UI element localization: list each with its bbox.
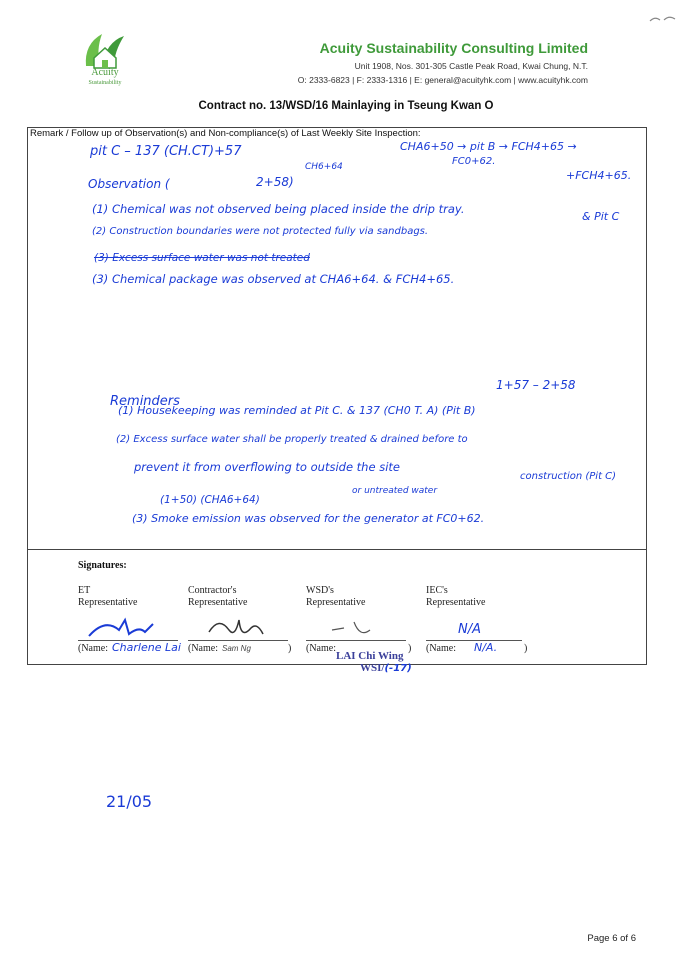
wsd-close-paren: ) (408, 643, 412, 654)
hw-rem2b: prevent it from overflowing to outside the site (134, 460, 400, 474)
company-contact: O: 2333-6823 | F: 2333-1316 | E: general@acuityhk.com | www.acuityhk.com (297, 75, 588, 85)
contractor-signature-icon (205, 610, 275, 642)
logo-wordmark (72, 68, 138, 88)
hw-obs1b: & Pit C (582, 210, 620, 223)
company-name: Acuity Sustainability Consulting Limited (319, 40, 588, 56)
corner-scribble (648, 14, 678, 24)
sig-et-role1: ET (78, 585, 91, 596)
sig-contractor-label (188, 585, 247, 609)
hw-line1a: pit C – 137 (CH.CT)+57 (90, 144, 242, 159)
hw-line1e: +FCH4+65. (566, 169, 632, 182)
et-name-value: Charlene Lai (112, 641, 181, 654)
remark-heading: Remark / Follow up of Observation(s) and Non-compliance(s) of Last Weekly Site Inspection: (30, 128, 421, 139)
wsd-stamp (336, 650, 412, 674)
et-name-label: (Name: (78, 643, 108, 654)
contractor-close-paren: ) (288, 643, 292, 654)
sig-wsd-role2: Representative (306, 597, 366, 608)
hw-line1d: FC0+62. (452, 156, 496, 167)
wsd-signature-icon (330, 618, 380, 640)
page-number: Page 6 of 6 (587, 933, 636, 944)
contractor-name-label: (Name: (188, 643, 218, 654)
hw-rem1: (1) Housekeeping was reminded at Pit C. & 137 (CH0 T. A) (Pit B) (118, 404, 476, 417)
hw-rem2d: or untreated water (352, 486, 438, 496)
wsd-sign-line (306, 640, 406, 641)
contractor-sign-line (188, 640, 288, 641)
hw-obs3-struck: (3) Excess surface water was not treated (94, 252, 310, 264)
hw-rem3: (3) Smoke emission was observed for the generator at FC0+62. (132, 512, 485, 525)
et-signature-icon (85, 612, 165, 642)
hw-rem2: (2) Excess surface water shall be properly treated & drained before to (116, 434, 468, 445)
contractor-name-value: Sam Ng (222, 644, 251, 653)
logo-word: Acuity (91, 67, 119, 78)
sig-contractor-role1: Contractor's (188, 585, 237, 596)
wsd-stamp-prefix: WSI/ (360, 662, 385, 674)
sig-et-label (78, 585, 137, 609)
hw-rem2e: (1+50) (CHA6+64) (160, 494, 260, 506)
wsd-stamp-name: LAI Chi Wing (336, 650, 404, 662)
iec-name-label: (Name: (426, 643, 456, 654)
hw-obs-range: 2+58) (256, 175, 294, 189)
hw-reminders: Reminders (110, 394, 180, 409)
sig-et-role2: Representative (78, 597, 138, 608)
signatures-title: Signatures: (78, 560, 127, 571)
hw-line1c: CHA6+50 → pit B → FCH4+65 → (400, 140, 577, 153)
logo-tagline: Sustainability (88, 80, 122, 86)
company-address: Unit 1908, Nos. 301-305 Castle Peak Road, Kwai Chung, N.T. (354, 61, 588, 71)
iec-name-value: N/A. (474, 641, 498, 654)
sig-iec-role2: Representative (426, 597, 486, 608)
hw-obs1: (1) Chemical was not observed being placed inside the drip tray. (92, 202, 465, 216)
hw-date-note: 21/05 (106, 792, 153, 811)
acuity-logo-icon (80, 28, 130, 70)
sig-iec-role1: IEC's (426, 585, 448, 596)
sig-wsd-role1: WSD's (306, 585, 334, 596)
wsd-stamp-hand: (-17) (384, 663, 412, 674)
contract-title: Contract no. 13/WSD/16 Mainlaying in Tseung Kwan O (198, 100, 494, 112)
hw-obs2: (2) Construction boundaries were not protected fully via sandbags. (92, 226, 429, 237)
sig-wsd-label (306, 585, 365, 609)
hw-rem-range: 1+57 – 2+58 (496, 378, 576, 392)
hw-obs3: (3) Chemical package was observed at CHA6+64. & FCH4+65. (92, 272, 455, 286)
wsd-name-label: (Name: (306, 643, 336, 654)
hw-line1b: CH6+64 (305, 162, 343, 172)
wsd-stamp-id (336, 662, 412, 674)
iec-close-paren: ) (524, 643, 528, 654)
sig-contractor-role2: Representative (188, 597, 248, 608)
iec-signature-value: N/A (458, 622, 481, 637)
sig-iec-label (426, 585, 485, 609)
hw-rem2c: construction (Pit C) (520, 471, 617, 482)
hw-observation: Observation ( (88, 177, 170, 191)
